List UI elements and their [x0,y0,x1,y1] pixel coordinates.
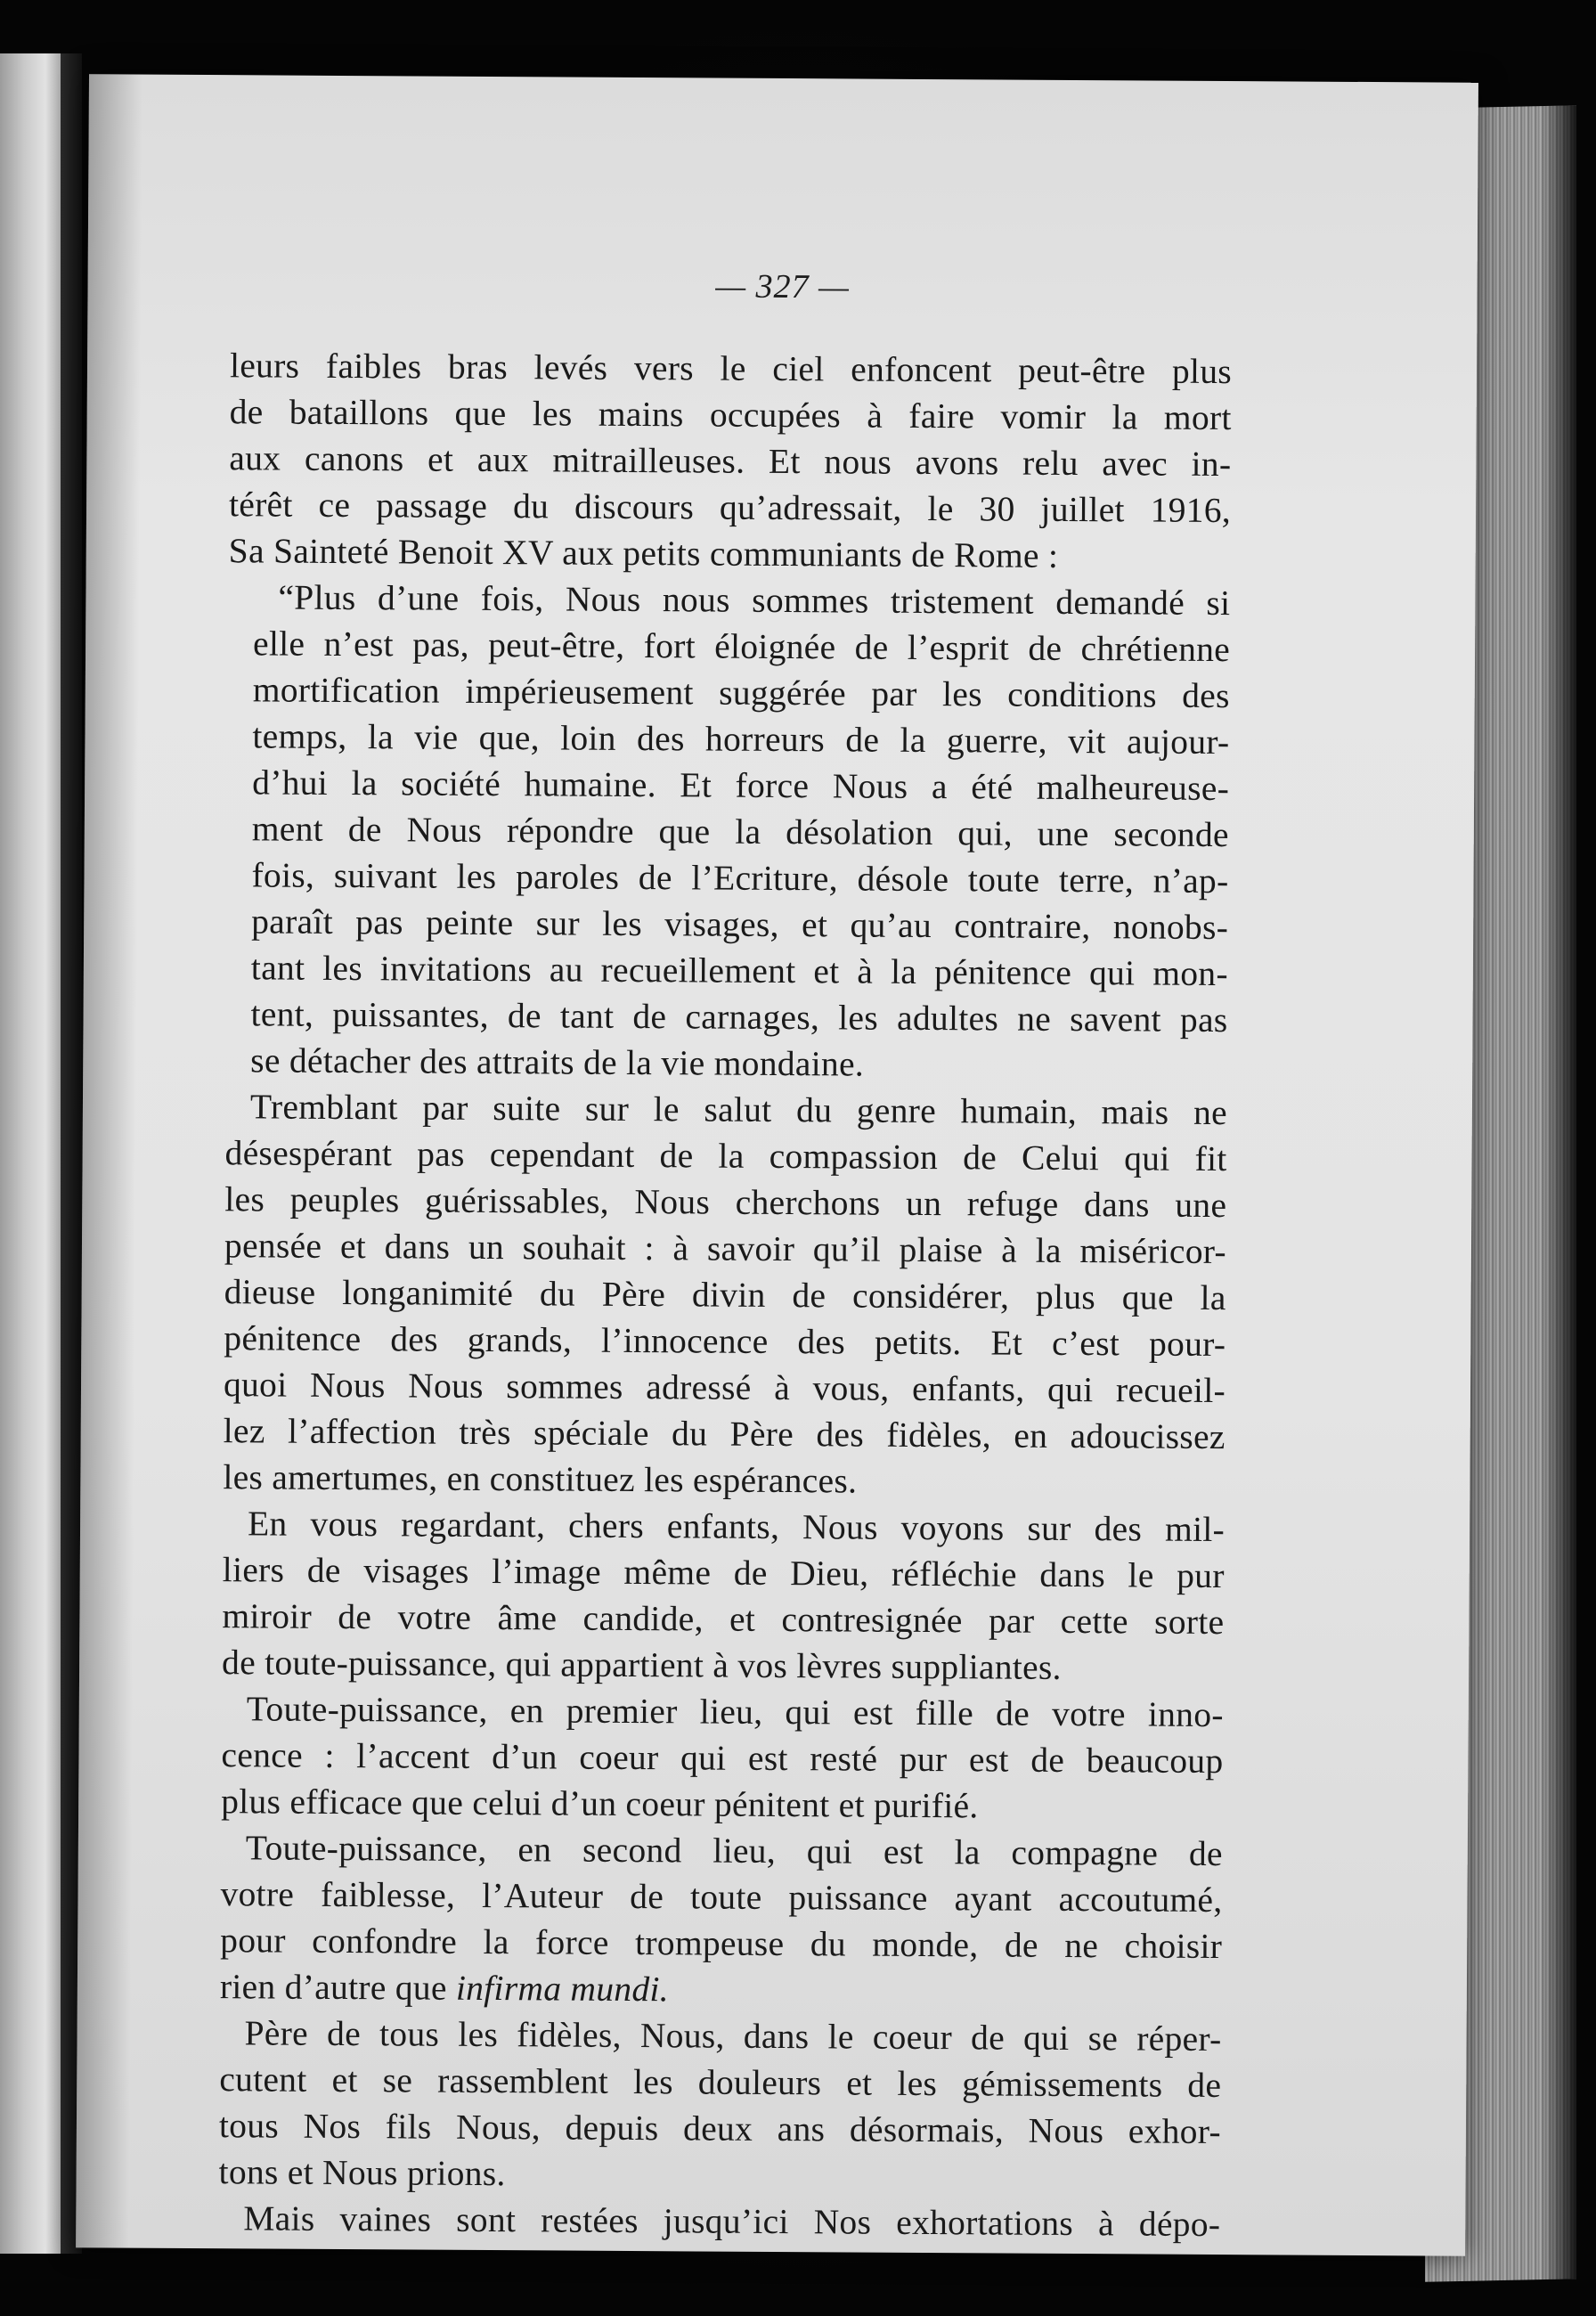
text-line: paraît pas peinte sur les visages, et qu’au contraire, nonobs- [251,901,1229,948]
text-line: de bataillons que les mains occupées à faire vomir la mort [229,392,1232,438]
text-line: Toute-puissance, en premier lieu, qui est fille de votre inno- [246,1689,1224,1735]
text-line: Mais vaines sont restées jusqu’ici Nos exhortations à dépo- [243,2198,1221,2245]
paragraph [225,574,1230,1089]
body-text [218,342,1232,2247]
text-line: votre faiblesse, l’Auteur de toute puissance ayant accoutumé, [220,1874,1223,1920]
text-line: miroir de votre âme candide, et contresignée par cette sorte [222,1596,1225,1643]
text-line: cence : l’accent d’un coeur qui est resté pur est de beaucoup [221,1735,1224,1782]
text-line: Père de tous les fidèles, Nous, dans le coeur de qui se réper- [244,2013,1222,2059]
text-line: “Plus d’une fois, Nous nous sommes tristement demandé si [278,577,1231,624]
text-line: pensée et dans un souhait : à savoir qu’il plaise à la miséricor- [224,1226,1227,1272]
text-line: plus efficace que celui d’un coeur pénitent et purifié. [221,1782,979,1826]
text-line: désespérant pas cependant de la compassion de Celui qui fit [224,1133,1227,1179]
facing-page-edge [0,53,66,2254]
text-line [220,1963,1222,2016]
text-line: Tremblant par suite sur le salut du genre humain, mais ne [249,1087,1228,1133]
paragraph [218,2195,1220,2247]
book-page [76,74,1478,2255]
paragraph [229,342,1233,580]
text-line: tons et Nous prions. [218,2152,506,2194]
text-line: tant les invitations au recueillement et à la pénitence qui mon- [250,948,1229,994]
text-line: fois, suivant les paroles de l’Ecriture, désole toute terre, n’ap- [251,855,1229,901]
text-line: leurs faibles bras levés vers le ciel enfoncent peut-être plus [229,346,1233,392]
paragraph [223,1083,1227,1506]
text-line: dieuse longanimité du Père divin de considérer, plus que la [224,1272,1226,1318]
paragraph [220,1824,1223,2016]
text-line: En vous regardant, chers enfants, Nous voyons sur des mil- [247,1504,1226,1550]
text-line: aux canons et aux mitrailleuses. Et nous avons relu avec in- [229,438,1232,485]
text-line: temps, la vie que, loin des horreurs de la guerre, vit aujour- [252,716,1230,762]
text-line: de toute-puissance, qui appartient à vos lèvres suppliantes. [221,1643,1062,1687]
text-line: cutent et se rassemblent les douleurs et les gémissements de [219,2059,1222,2106]
text-line: tous Nos fils Nous, depuis deux ans désormais, Nous exhor- [218,2106,1222,2152]
text-line: d’hui la société humaine. Et force Nous a été malheureuse- [252,762,1230,809]
text-line: Sa Sainteté Benoit XV aux petits communiants de Rome : [228,531,1059,575]
text-line: ment de Nous répondre que la désolation qui, une seconde [251,809,1229,855]
text-line: lez l’affection très spéciale du Père des fidèles, en adoucissez [223,1411,1226,1457]
text-line: quoi Nous Nous sommes adressé à vous, enfants, qui recueil- [223,1365,1226,1411]
paragraph [221,1685,1224,1831]
text-line: Toute-puissance, en second lieu, qui est la compagne de [245,1828,1223,1874]
text-line: liers de visages l’image même de Dieu, réfléchie dans le pur [222,1550,1225,1596]
text-line: elle n’est pas, peut-être, fort éloignée de l’esprit de chrétienne [252,624,1231,670]
page-number: — 327 — [715,267,850,306]
text-line-plain: rien d’autre que [219,1967,457,2008]
text-line: pour confondre la force trompeuse du monde, de ne choisir [220,1920,1223,1967]
text-line: mortification impérieusement suggérée par les conditions des [252,670,1230,716]
text-line: térêt ce passage du discours qu’adressait, le 30 juillet 1916, [228,485,1232,531]
text-line: se détacher des attraits de la vie mondaine. [250,1040,865,1084]
paragraph [218,2010,1221,2201]
text-line: pénitence des grands, l’innocence des petits. Et c’est pour- [224,1318,1226,1365]
paragraph [222,1500,1225,1692]
text-line: les amertumes, en constituez les espérances. [223,1457,858,1501]
text-line: les peuples guérissables, Nous cherchons un refuge dans une [224,1179,1227,1226]
text-line: tent, puissantes, de tant de carnages, les adultes ne savent pas [250,994,1228,1040]
italic-phrase: infirma mundi. [455,1968,670,2010]
